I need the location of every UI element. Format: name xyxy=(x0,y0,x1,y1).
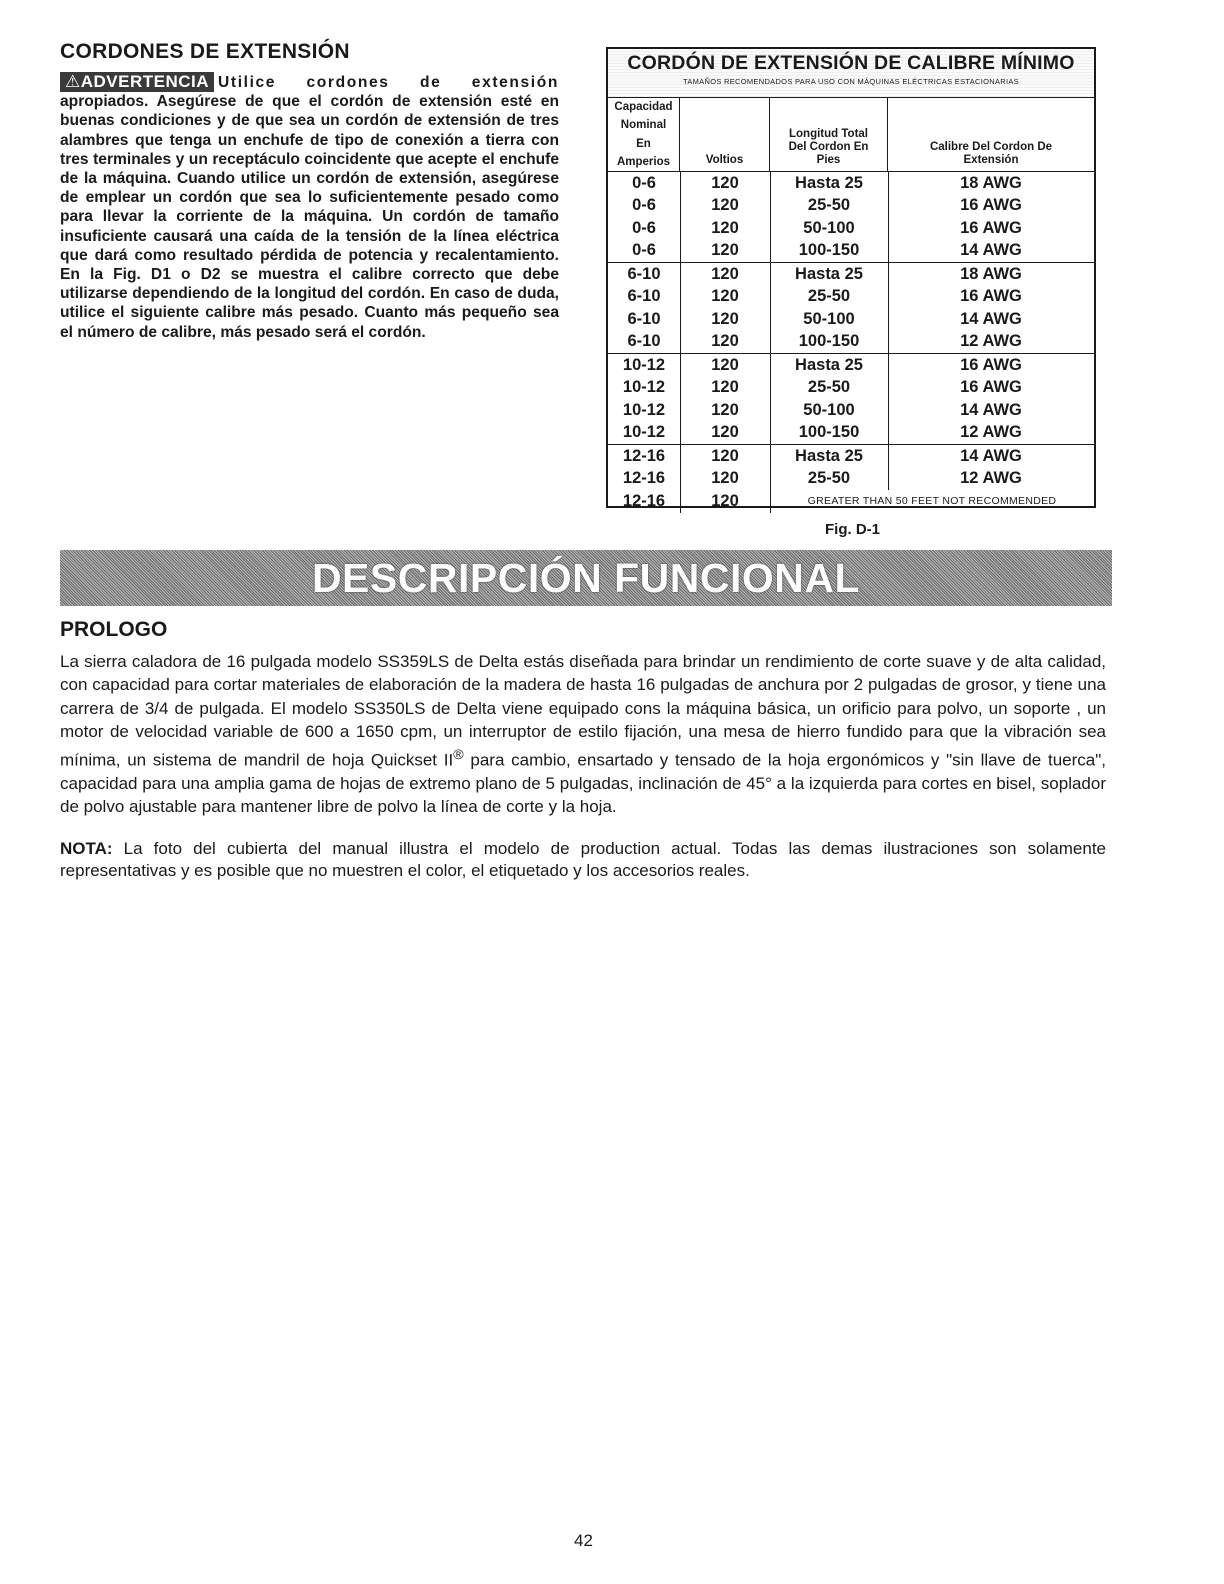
cell-gauge: 12 AWG xyxy=(960,469,1022,488)
col-header-gauge xyxy=(888,98,1094,171)
table-row xyxy=(608,308,1094,331)
cell-length: 100-150 xyxy=(770,422,889,445)
cell-length: 25-50 xyxy=(770,286,889,309)
registered-mark: ® xyxy=(453,746,464,763)
table-row xyxy=(608,172,1094,195)
cell-length: 50-100 xyxy=(770,217,889,240)
cell-amperes: 12-16 xyxy=(608,490,681,513)
cell-length: 50-100 xyxy=(770,399,889,422)
cell-length: 25-50 xyxy=(770,195,889,218)
cell-length: 100-150 xyxy=(770,331,889,354)
cell-length: Hasta 25 xyxy=(770,445,889,468)
table-row xyxy=(608,422,1094,445)
cell-gauge: 16 AWG xyxy=(960,218,1022,237)
warning-badge xyxy=(60,72,214,92)
cell-gauge: 14 AWG xyxy=(960,309,1022,328)
col-header-amperes xyxy=(608,98,680,171)
cell-volts: 120 xyxy=(680,399,771,422)
cell-amperes: 10-12 xyxy=(608,354,681,377)
cell-amperes: 10-12 xyxy=(608,422,681,445)
cell-amperes: 6-10 xyxy=(608,331,681,354)
header-line: Nominal xyxy=(620,119,667,132)
cell-gauge: 14 AWG xyxy=(960,241,1022,260)
warning-icon: ⚠ xyxy=(65,72,81,91)
cell-gauge: 14 AWG xyxy=(960,400,1022,419)
cordones-body: apropiados. Asegúrese de que el cordón de extensión esté en buenas condiciones y de que sea un cordón de extensión de tres alambres que tenga un enchufe de tipo de conexión a tierra con tres terminales y un receptáculo coincidente que acepte el enchufe de la máquina. Cuando utilice un cordón de extensión, asegúrese de emplear un cordón que sea lo suficientemente pesado como para llevar la corriente de la máquina. Un cordón de tamaño insuficiente causará una caída de la tensión de la línea eléctrica que dará como resultado pérdida de potencia y recalentamiento. En la Fig. D1 o D2 se muestra el calibre correcto que debe utilizarse dependiendo de la longitud del cordón. En caso de duda, utilice el siguiente calibre más pesado. Cuanto más pequeño sea el número de calibre, más pesado será el cordón. xyxy=(60,93,559,341)
amp-group xyxy=(608,263,1094,354)
page-number: 42 xyxy=(574,1531,593,1550)
table-row xyxy=(608,286,1094,309)
prologo-body-2: para cambio, ensartado y tensado de la hoja ergonómicos y "sin llave de tuerca", capacidad para una amplia gama de hojas de extremo plano de 5 pulgadas, inclinación de 45° a la izquierda para cortes en bisel, soplador de polvo ajustable para mantener libre de polvo la línea de corte y la hoja. xyxy=(60,750,1106,817)
cell-length: Hasta 25 xyxy=(770,172,889,195)
table-row xyxy=(608,240,1094,263)
cell-length: Hasta 25 xyxy=(770,263,889,286)
col-header-volts-label: Voltios xyxy=(705,154,744,166)
header-line: Extensión xyxy=(963,154,1019,166)
cell-gauge: 12 AWG xyxy=(960,423,1022,442)
cell-gauge: 12 AWG xyxy=(960,332,1022,351)
table-title: CORDÓN DE EXTENSIÓN DE CALIBRE MÍNIMO xyxy=(627,52,1075,74)
cell-volts: 120 xyxy=(680,468,771,491)
cell-amperes: 12-16 xyxy=(608,445,681,468)
cordones-paragraph xyxy=(60,72,559,342)
table-row xyxy=(608,354,1094,377)
prologo-heading: PROLOGO xyxy=(60,618,168,641)
header-line: Del Cordon En xyxy=(788,141,869,153)
table-header xyxy=(608,49,1094,98)
table-subtitle: TAMAÑOS RECOMENDADOS PARA USO CON MÁQUINAS ELÉCTRICAS ESTACIONARIAS xyxy=(683,77,1019,86)
table-body xyxy=(608,172,1094,513)
prologo-paragraph xyxy=(60,650,1106,819)
table-row xyxy=(608,331,1094,354)
header-line: Longitud Total xyxy=(789,128,868,140)
table-row xyxy=(608,195,1094,218)
table-row xyxy=(608,468,1094,491)
cell-amperes: 0-6 xyxy=(608,195,681,218)
cell-volts: 120 xyxy=(680,308,771,331)
cell-volts: 120 xyxy=(680,240,771,263)
cell-gauge: 14 AWG xyxy=(960,446,1022,465)
cell-volts: 120 xyxy=(680,263,771,286)
cell-amperes: 0-6 xyxy=(608,240,681,263)
cell-gauge: 16 AWG xyxy=(960,287,1022,306)
cell-volts: 120 xyxy=(680,172,771,195)
table-row xyxy=(608,377,1094,400)
header-line: Amperios xyxy=(616,155,671,168)
cell-volts: 120 xyxy=(680,490,771,513)
table-row xyxy=(608,490,1094,513)
amp-group xyxy=(608,445,1094,513)
cell-volts: 120 xyxy=(680,445,771,468)
cell-gauge: 18 AWG xyxy=(960,264,1022,283)
cell-amperes: 0-6 xyxy=(608,172,681,195)
cell-length: 100-150 xyxy=(770,240,889,263)
header-line: Calibre Del Cordon De xyxy=(929,141,1053,153)
col-header-length xyxy=(770,98,888,171)
section-banner-title: DESCRIPCIÓN FUNCIONAL xyxy=(311,554,861,601)
section-banner xyxy=(60,550,1112,606)
cell-gauge: 16 AWG xyxy=(960,355,1022,374)
prologo-body-1: La sierra caladora de 16 pulgada modelo SS359LS de Delta estás diseñada para brindar un rendimiento de corte suave y de alta calidad, con capacidad para cortar materiales de elaboración de la madera de hasta 16 pulgadas de anchura por 2 pulgadas de grosor, y tiene una carrera de 3/4 de pulgada. El modelo SS350LS de Delta viene equipado cons la máquina básica, un orificio para polvo, un soporte , un motor de velocidad variable de 600 a 1650 cpm, un interruptor de estilo fijación, una mesa de hierro fundido para que la vibración sea mínima, un sistema de mandril de hoja Quickset II xyxy=(60,652,1106,770)
extension-cord-table xyxy=(606,47,1096,508)
cell-length: 50-100 xyxy=(770,308,889,331)
nota-text: La foto del cubierta del manual illustra el modelo de production actual. Todas las demas ilustraciones son solamente representativas y es posible que no muestren el color, el etiquetado y los accesorios reales. xyxy=(60,839,1106,880)
cell-amperes: 6-10 xyxy=(608,286,681,309)
cell-volts: 120 xyxy=(680,286,771,309)
cell-amperes: 6-10 xyxy=(608,263,681,286)
table-row xyxy=(608,217,1094,240)
nota-label: NOTA: xyxy=(60,839,113,858)
cell-amperes: 6-10 xyxy=(608,308,681,331)
table-row xyxy=(608,445,1094,468)
cell-length: Hasta 25 xyxy=(770,354,889,377)
warning-lead: Utilice cordones de extensión xyxy=(218,74,559,91)
warning-badge-label: ADVERTENCIA xyxy=(80,72,210,91)
cell-volts: 120 xyxy=(680,354,771,377)
amp-group xyxy=(608,172,1094,263)
cell-gauge: 16 AWG xyxy=(960,378,1022,397)
cell-amperes: 12-16 xyxy=(608,468,681,491)
cordones-heading: CORDONES DE EXTENSIÓN xyxy=(60,40,350,63)
cell-volts: 120 xyxy=(680,195,771,218)
table-row xyxy=(608,263,1094,286)
cell-volts: 120 xyxy=(680,377,771,400)
amp-group xyxy=(608,354,1094,445)
cell-volts: 120 xyxy=(680,331,771,354)
cell-note: GREATER THAN 50 FEET NOT RECOMMENDED xyxy=(807,495,1057,508)
column-headers xyxy=(608,98,1094,172)
cell-amperes: 10-12 xyxy=(608,377,681,400)
cell-volts: 120 xyxy=(680,422,771,445)
cell-volts: 120 xyxy=(680,217,771,240)
cell-length: 25-50 xyxy=(770,468,889,491)
cell-length: 25-50 xyxy=(770,377,889,400)
header-line: Capacidad xyxy=(614,101,673,113)
header-line: Pies xyxy=(816,154,841,166)
cell-gauge: 16 AWG xyxy=(960,196,1022,215)
cell-gauge: 18 AWG xyxy=(960,173,1022,192)
header-line: En xyxy=(636,137,651,150)
col-header-volts xyxy=(680,98,770,171)
cell-amperes: 10-12 xyxy=(608,399,681,422)
nota-paragraph xyxy=(60,838,1106,882)
table-row xyxy=(608,399,1094,422)
cell-amperes: 0-6 xyxy=(608,217,681,240)
figure-caption: Fig. D-1 xyxy=(825,521,880,538)
